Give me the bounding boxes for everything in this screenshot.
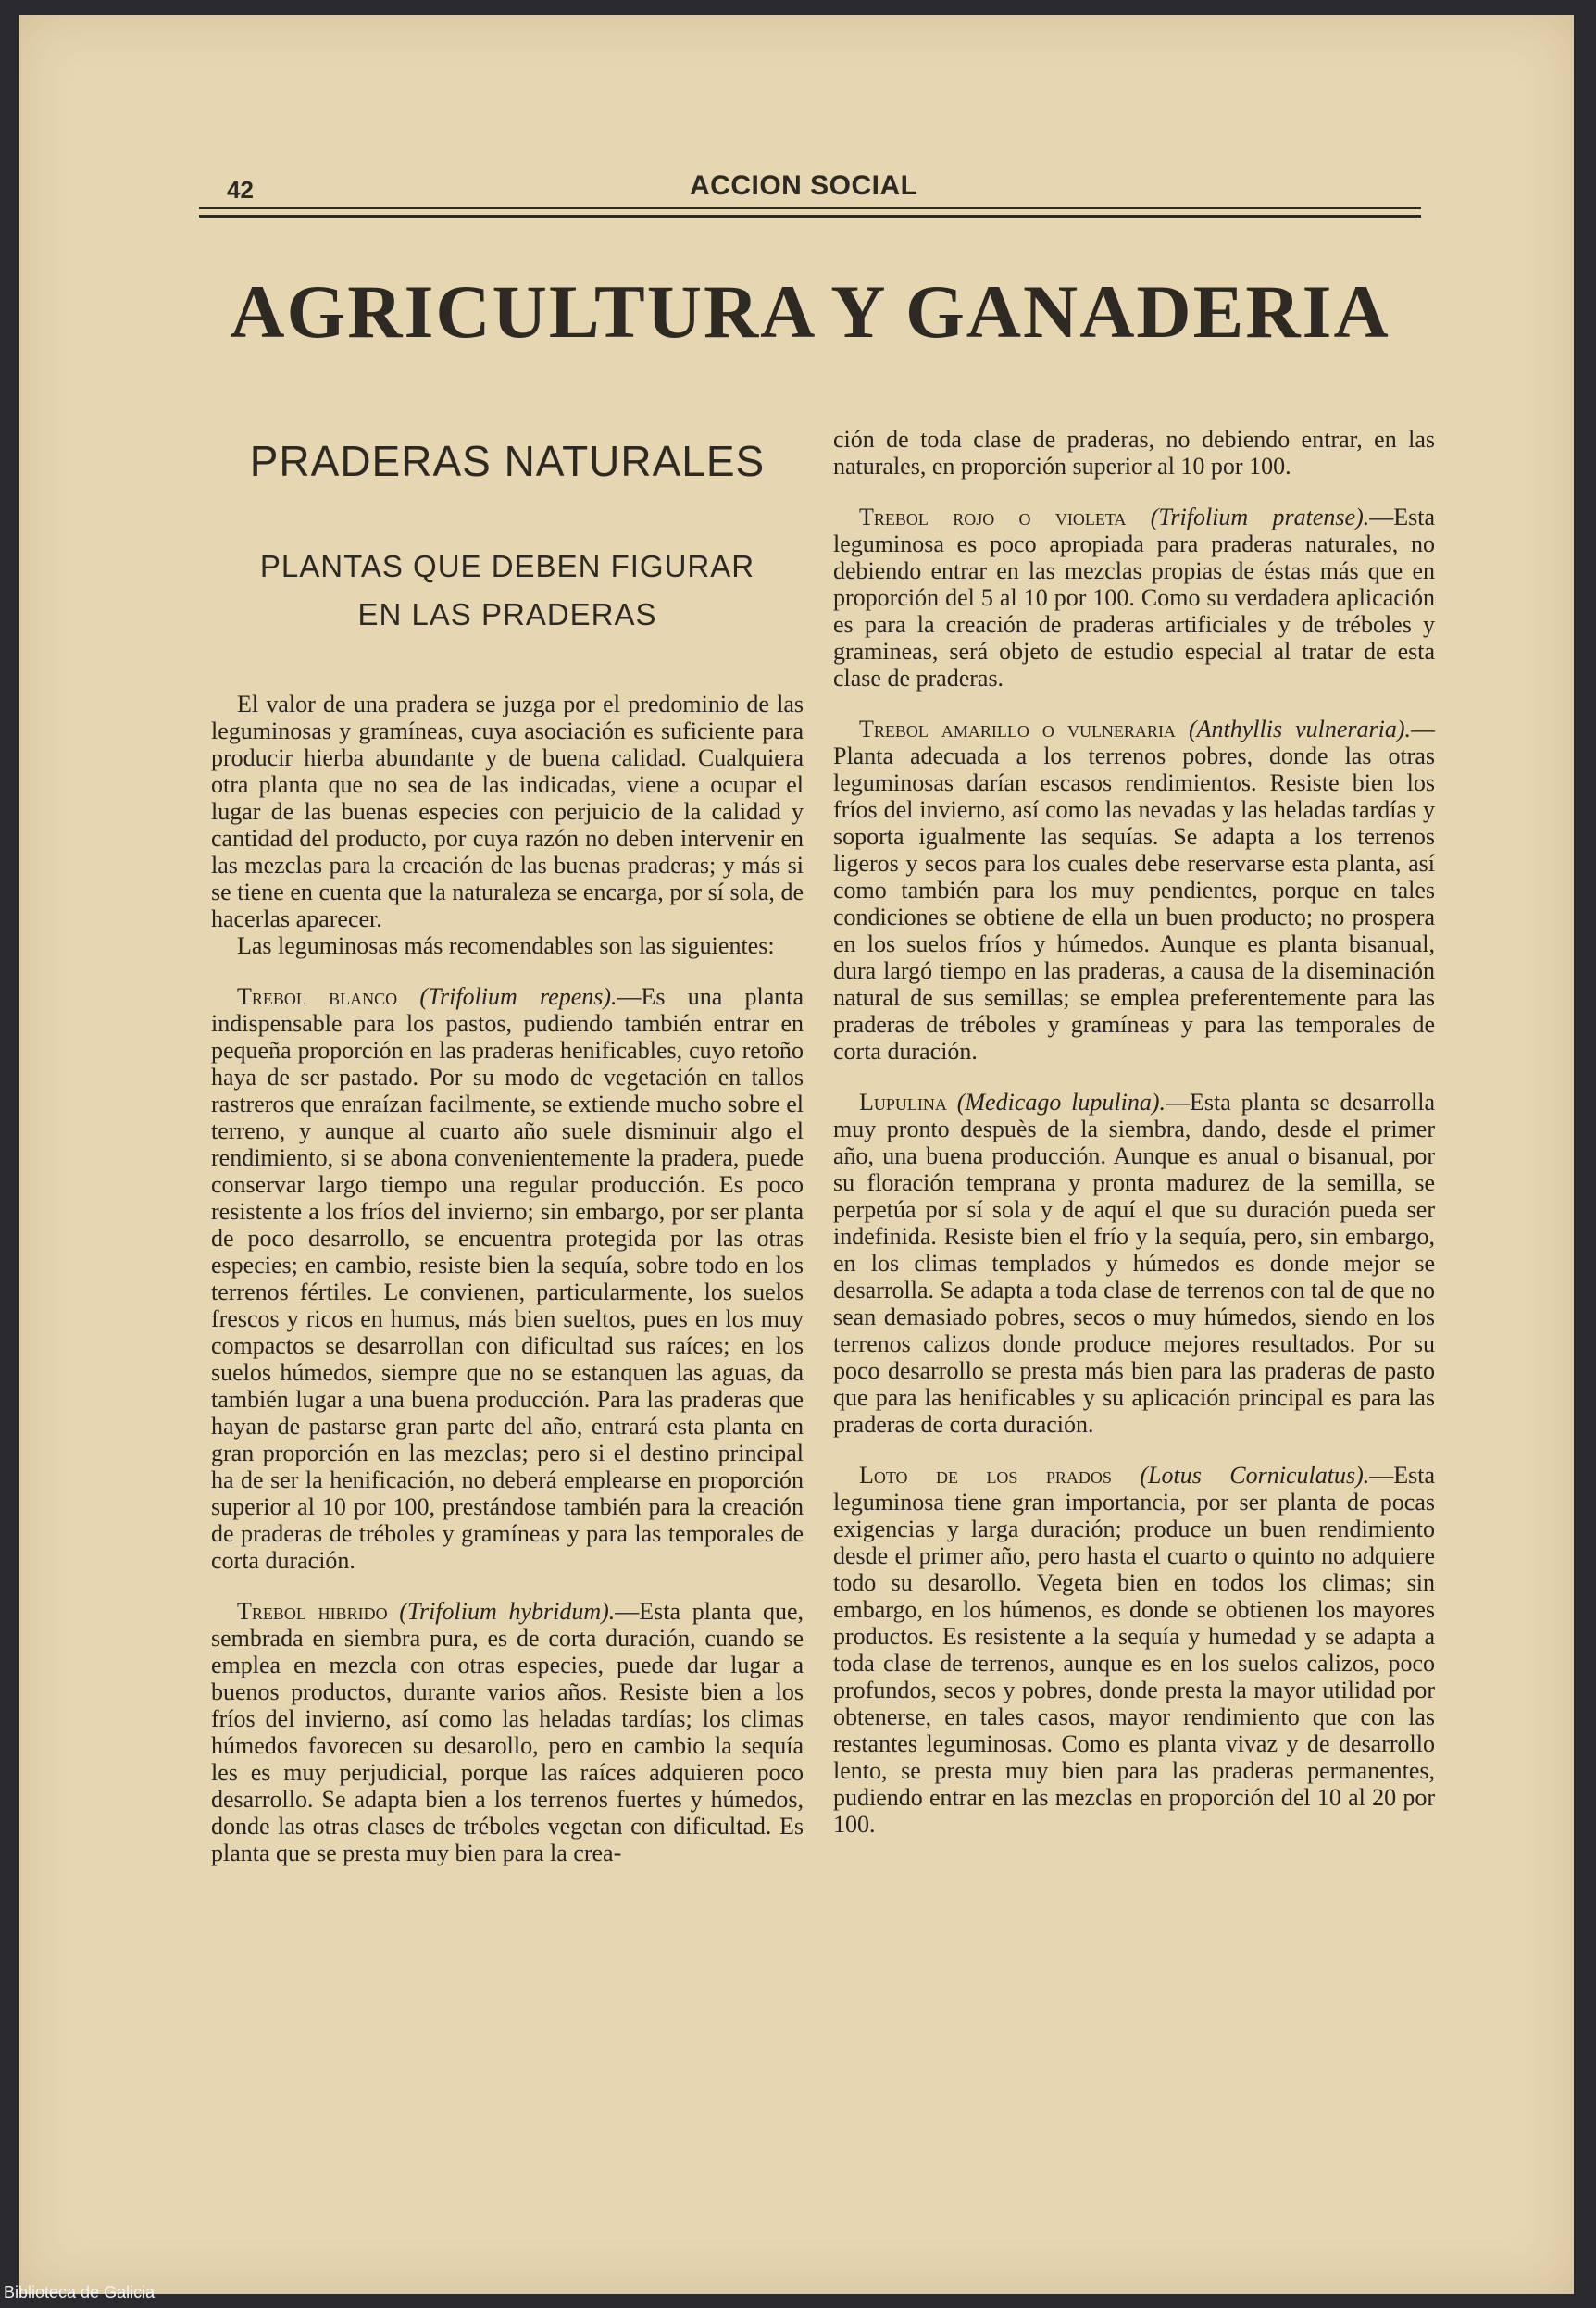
entry-latin-name: (Trifolium hybridum). (399, 1598, 616, 1625)
entry-text: —Esta planta se desarrolla muy pronto despuès de la siembra, dando, desde el primer año, una buena producción. Aunque es anual o bisanual, por su floración temprana y pronta madurez de la semilla, se perpetúa por sí sola y de aquí el que su duración pueda ser indefinida. Resiste bien el frío y la sequía, pero, sin embargo, en los climas templados y húmedos es donde mejor se desarrolla. Se adapta a toda clase de terrenos con tal de que no sean demasiado pobres, secos o muy húmedos, siendo en los terrenos calizos donde produce mejores resultados. Por su poco desarrollo se presta más bien para las praderas de pasto que para las henificables y su aplicación principal es para las praderas de corta duración. (833, 1089, 1436, 1438)
entry-text: —Esta leguminosa es poco apropiada para praderas naturales, no debiendo entrar en las mezclas propias de éstas más que en proporción del 5 al 10 por 100. Como su verdadera aplicación es para la creación de praderas artificiales y de tréboles y gramineas, será objeto de estudio especial al tratar de esta clase de praderas. (833, 504, 1435, 692)
header-rule-bottom (199, 215, 1421, 218)
entry-latin-name: (Trifolium repens). (419, 983, 617, 1010)
entry-latin-name: (Anthyllis vulneraria). (1188, 716, 1412, 742)
entry-term: Loto de los prados (859, 1462, 1112, 1489)
entry-trebol-amarillo (833, 716, 1435, 1065)
intro-paragraph: El valor de una pradera se juzga por el predominio de las leguminosas y gramíneas, cuya asociación es suficiente para producir hierba abundante y de buena calidad. Cualquiera otra planta que no sea de las indicadas, viene a ocupar el lugar de las buenas especies con perjuicio de la calidad y cantidad del producto, por cuya razón no deben intervenir en las mezclas para la creación de las buenas praderas; y más si se tiene en cuenta que la naturaleza se encarga, por sí sola, de hacerlas aparecer. (211, 691, 804, 932)
entry-text: —Planta adecuada a los terrenos pobres, donde las otras leguminosas darían escasos rendimientos. Resiste bien los fríos del invierno, así como las nevadas y las heladas tardías y soporta igualmente las sequías. Se adapta a los terrenos ligeros y secos para los cuales debe reservarse esta planta, así como también para los muy pendientes, porque en tales condiciones se obtiene de ella un buen producto; no prospera en los suelos fríos y húmedos. Aunque es planta bisanual, dura largó tiempo en las praderas, a causa de la diseminación natural de sus semillas; se emplea preferentemente para las praderas de tréboles y gramíneas y para las temporales de corta duración. (833, 716, 1436, 1065)
journal-name: ACCION SOCIAL (690, 170, 918, 201)
entry-term: Lupulina (859, 1089, 947, 1116)
library-credit: Biblioteca de Galicia (4, 2283, 156, 2302)
header-rule-top (199, 207, 1421, 209)
entry-trebol-blanco (211, 983, 804, 1574)
entry-lupulina (833, 1089, 1435, 1438)
entry-text: —Esta planta que, sembrada en siembra pura, es de corta duración, cuando se emplea en mezcla con otras especies, puede dar lugar a buenos productos, durante varios años. Resiste bien a los fríos del invierno, así como las heladas tardías; los climas húmedos favorecen su desarollo, pero en cambio la sequía les es muy perjudicial, porque las raíces adquieren poco desarrollo. Se adapta bien a los terrenos fuertes y húmedos, donde las otras clases de tréboles vegetan con dificultad. Es planta que se presta muy bien para la crea- (211, 1598, 804, 1866)
entry-loto (833, 1462, 1435, 1838)
entry-text: —Es una planta indispensable para los pastos, pudiendo también entrar en pequeña proporción en las praderas henificables, cuyo retoño haya de ser pastado. Por su modo de vegetación en tallos rastreros que enraízan facilmente, se extiende mucho sobre el terreno, y aunque al cuarto año suele disminuir algo el rendimiento, si se abona convenientemente la pradera, puede conservar largo tiempo una regular producción. Es poco resistente a los fríos del invierno; sin embargo, por ser planta de poco desarrollo, se encuentra protegida por las otras especies; en cambio, resiste bien la sequía, sobre todo en los terrenos fértiles. Le convienen, particularmente, los suelos frescos y ricos en humus, más bien sueltos, pues en los muy compactos se desarrollan con dificultad sus raíces; en los suelos húmedos, siempre que no se estanquen las aguas, da también lugar a una buena producción. Para las praderas que hayan de pastarse gran parte del año, entrará esta planta en gran proporción en las mezclas; pero si el destino principal ha de ser la henificación, no deberá emplearse en proporción superior al 10 por 100, prestándose también para la creación de praderas de tréboles y gramíneas y para las temporales de corta duración. (211, 983, 804, 1574)
continuation-paragraph: ción de toda clase de praderas, no debiendo entrar, en las naturales, en proporción superior al 10 por 100. (833, 426, 1435, 480)
entry-latin-name: (Trifolium pratense). (1150, 504, 1370, 530)
intro-paragraph-2: Las leguminosas más recomendables son las siguientes: (237, 932, 775, 959)
entry-latin-name: (Medicago lupulina). (956, 1089, 1166, 1116)
main-title: AGRICULTURA Y GANADERIA (230, 269, 1390, 354)
entry-trebol-hibrido (211, 1598, 804, 1866)
entry-trebol-rojo (833, 504, 1435, 692)
entry-term: Trebol hibrido (237, 1598, 388, 1625)
page-header (199, 168, 1421, 206)
section-subtitle (211, 543, 804, 639)
entry-term: Trebol rojo o violeta (859, 504, 1127, 530)
right-column (833, 426, 1435, 1838)
subtitle-line-1: PLANTAS QUE DEBEN FIGURAR (259, 549, 755, 583)
entry-latin-name: (Lotus Corniculatus). (1140, 1462, 1370, 1489)
entry-text: —Esta leguminosa tiene gran importancia, por ser planta de pocas exigencias y larga duración; produce un buen rendimiento desde el primer año, pero hasta el cuarto o quinto no adquiere todo su desarollo. Vegeta bien en todos los climas; sin embargo, en los húmenos, es donde se obtienen los mayores productos. Es resistente a la sequía y humedad y se adapta a toda clase de terrenos, aunque es en los suelos calizos, poco profundos, secos y pobres, donde presta la mayor utilidad por obtenerse, en tales casos, mayor rendimiento que con las restantes leguminosas. Como es planta vivaz y de desarrollo lento, se presta muy bien para las praderas permanentes, pudiendo entrar en las mezclas en proporción del 10 al 20 por 100. (833, 1462, 1435, 1838)
subtitle-line-2: EN LAS PRADERAS (357, 597, 657, 631)
left-column (211, 435, 804, 1866)
entry-term: Trebol blanco (237, 983, 398, 1010)
page-number: 42 (227, 176, 254, 204)
entry-term: Trebol amarillo o vulneraria (859, 716, 1176, 742)
section-title: PRADERAS NATURALES (249, 437, 766, 485)
